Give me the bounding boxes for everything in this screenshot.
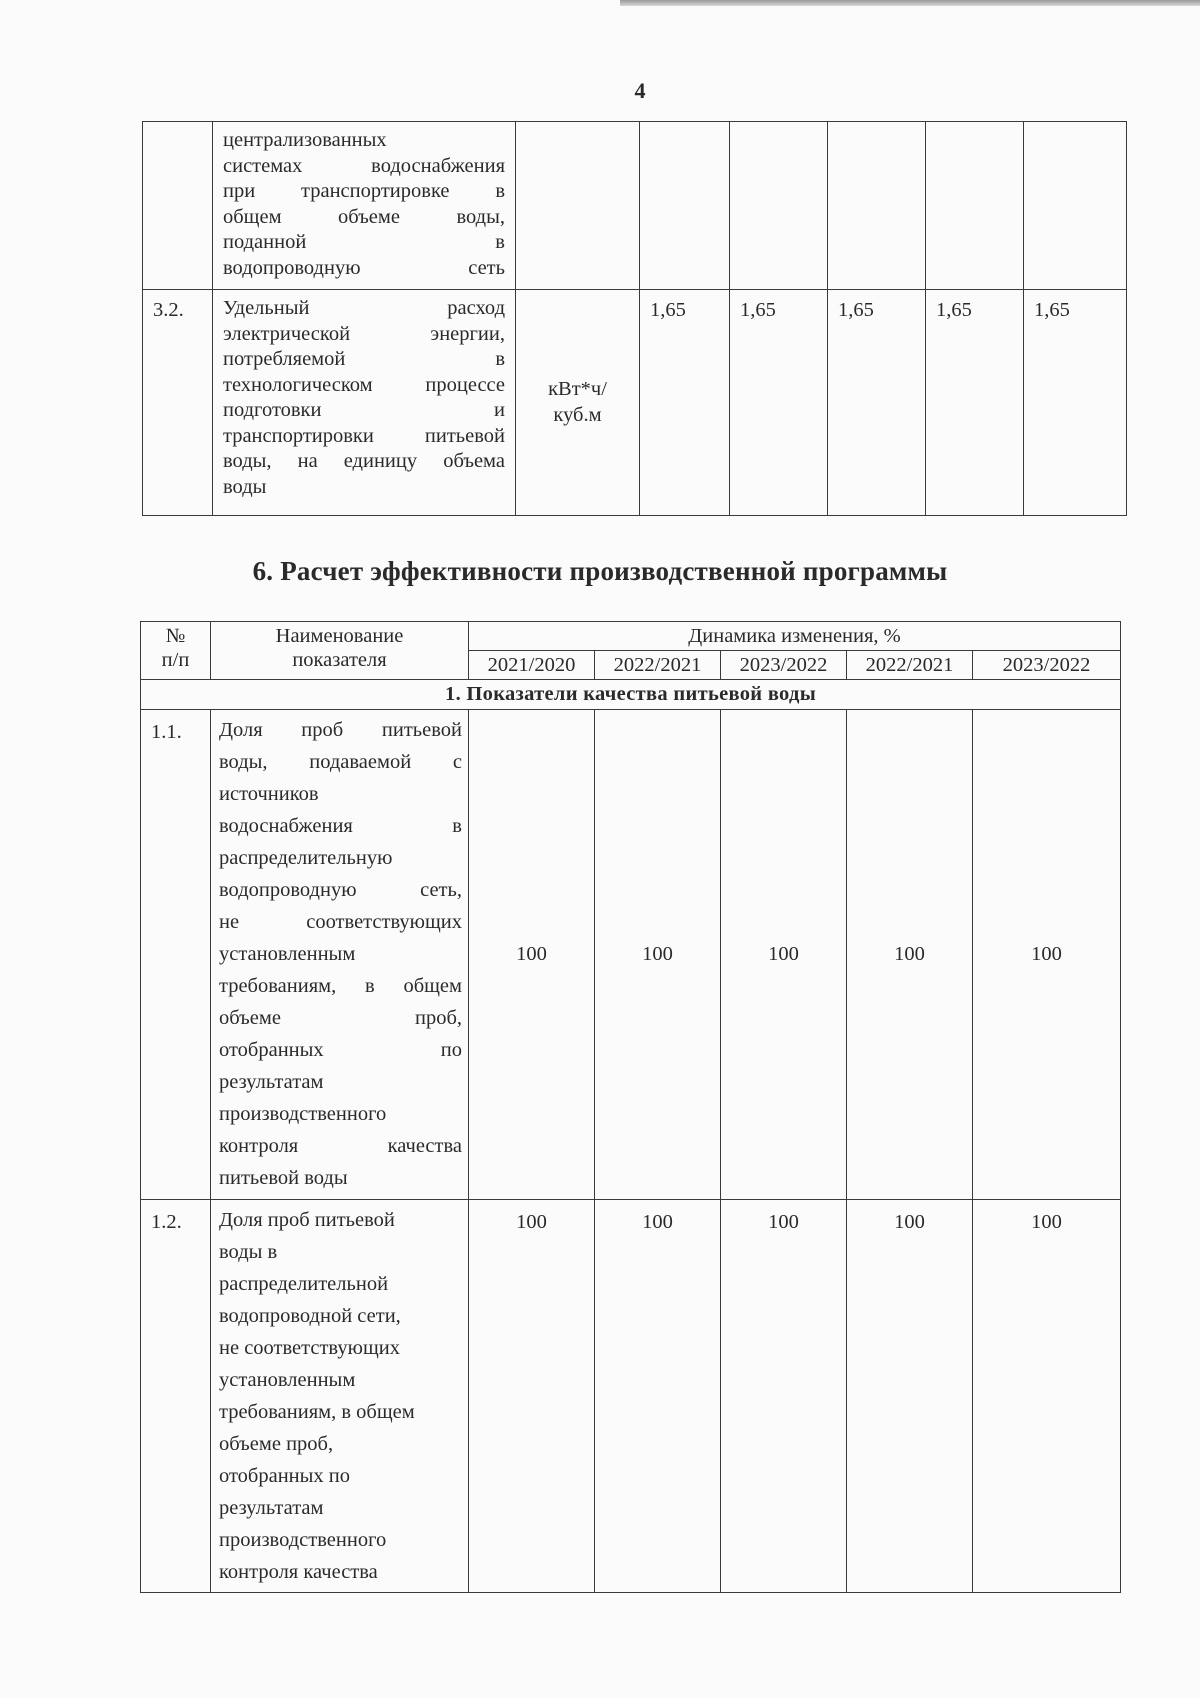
header-period: 2022/2021 bbox=[847, 651, 973, 680]
text-line: объеме проб, bbox=[219, 1433, 334, 1455]
header-line: показателя bbox=[292, 649, 387, 671]
text-line: установленным bbox=[219, 1369, 356, 1391]
text-line: воды bbox=[223, 475, 267, 498]
header-name bbox=[211, 622, 469, 680]
section-heading: 1. Показатели качества питьевой воды bbox=[141, 680, 1121, 710]
value-cell: 100 bbox=[595, 1200, 721, 1593]
table-row bbox=[143, 290, 1127, 516]
header-period: 2023/2022 bbox=[721, 651, 847, 680]
text-line: отобранных по bbox=[219, 1465, 351, 1487]
text-line: воды в bbox=[219, 1241, 278, 1263]
text-line: Доля проб питьевой bbox=[219, 1209, 395, 1231]
text-line: результатам bbox=[219, 1497, 324, 1519]
unit-line: куб.м bbox=[553, 403, 602, 426]
text-line: распределительную bbox=[219, 847, 393, 869]
value-cell: 1,65 bbox=[640, 290, 730, 516]
text-line: не соответствующих bbox=[219, 1337, 400, 1359]
text-line: не соответствующих bbox=[219, 911, 462, 933]
value-cell: 100 bbox=[973, 1200, 1121, 1593]
efficiency-table bbox=[140, 621, 1121, 1593]
text-line: системах водоснабжения bbox=[223, 154, 505, 177]
value-cell: 1,65 bbox=[730, 290, 828, 516]
header-period: 2021/2020 bbox=[469, 651, 595, 680]
value-cell: 100 bbox=[721, 1200, 847, 1593]
text-line: водопроводную сеть, bbox=[219, 879, 462, 901]
table-row bbox=[143, 122, 1127, 290]
text-line: технологическом процессе bbox=[223, 373, 505, 396]
scan-edge bbox=[620, 0, 1200, 6]
header-num bbox=[141, 622, 211, 680]
header-dynamics: Динамика изменения, % bbox=[469, 622, 1121, 651]
text-line: водоснабжения в bbox=[219, 815, 462, 837]
row-number bbox=[143, 122, 213, 290]
table-row bbox=[141, 1200, 1121, 1593]
value-cell: 100 bbox=[721, 710, 847, 1200]
header-line: № bbox=[165, 625, 186, 647]
text-line: потребляемой в bbox=[223, 348, 505, 370]
text-line: контроля качества bbox=[219, 1561, 378, 1583]
indicators-table-continued bbox=[142, 121, 1127, 516]
header-period: 2023/2022 bbox=[973, 651, 1121, 680]
text-line: источников bbox=[219, 783, 319, 805]
header-line: Наименование bbox=[275, 625, 404, 647]
value-cell: 100 bbox=[847, 710, 973, 1200]
row-number: 3.2. bbox=[143, 290, 213, 516]
text-line: установленным bbox=[219, 943, 356, 965]
value-cell: 100 bbox=[595, 710, 721, 1200]
text-line: при транспортировке в bbox=[223, 180, 505, 202]
value-cell: 100 bbox=[973, 710, 1121, 1200]
header-row bbox=[141, 622, 1121, 651]
value-cell bbox=[1024, 122, 1127, 290]
row-number: 1.2. bbox=[141, 1200, 211, 1593]
value-cell bbox=[828, 122, 926, 290]
text-line: Доля проб питьевой bbox=[219, 719, 462, 741]
text-line: распределительной bbox=[219, 1273, 389, 1295]
table-row bbox=[141, 710, 1121, 1200]
text-line: питьевой воды bbox=[219, 1167, 348, 1189]
value-cell bbox=[926, 122, 1024, 290]
value-cell bbox=[730, 122, 828, 290]
text-line: производственного bbox=[219, 1103, 387, 1125]
value-cell: 1,65 bbox=[926, 290, 1024, 516]
value-cell: 1,65 bbox=[828, 290, 926, 516]
text-line: поданной в bbox=[223, 231, 505, 253]
text-line: воды, подаваемой с bbox=[219, 751, 462, 773]
text-line: подготовки и bbox=[223, 399, 505, 421]
indicator-name bbox=[211, 710, 469, 1200]
header-line: п/п bbox=[161, 649, 190, 671]
indicator-name bbox=[211, 1200, 469, 1593]
unit-cell bbox=[516, 122, 640, 290]
row-number: 1.1. bbox=[141, 710, 211, 1200]
value-cell: 1,65 bbox=[1024, 290, 1127, 516]
text-line: централизованных bbox=[223, 129, 387, 151]
text-line: контроля качества bbox=[219, 1135, 462, 1157]
text-line: требованиям, в общем bbox=[219, 975, 462, 997]
value-cell bbox=[640, 122, 730, 290]
text-line: производственного bbox=[219, 1529, 387, 1551]
section-title: 6. Расчет эффективности производственной программы bbox=[252, 556, 948, 586]
text-line: отобранных по bbox=[219, 1039, 462, 1061]
page-number: 4 bbox=[634, 78, 646, 103]
section-row bbox=[141, 680, 1121, 710]
text-line: воды, на единицу объема bbox=[223, 450, 505, 472]
value-cell: 100 bbox=[847, 1200, 973, 1593]
unit-cell bbox=[516, 290, 640, 516]
text-line: результатам bbox=[219, 1071, 324, 1093]
text-line: требованиям, в общем bbox=[219, 1401, 415, 1423]
value-cell: 100 bbox=[469, 1200, 595, 1593]
header-period: 2022/2021 bbox=[595, 651, 721, 680]
text-line: Удельный расход bbox=[223, 297, 505, 319]
value-cell: 100 bbox=[469, 710, 595, 1200]
text-line: водопроводной сети, bbox=[219, 1305, 401, 1327]
indicator-name bbox=[213, 290, 516, 516]
text-line: транспортировки питьевой bbox=[223, 424, 505, 447]
unit-line: кВт*ч/ bbox=[548, 378, 607, 400]
text-line: водопроводную сеть bbox=[223, 256, 505, 279]
text-line: электрической энергии, bbox=[223, 322, 505, 345]
text-line: объеме проб, bbox=[219, 1007, 462, 1029]
text-line: общем объеме воды, bbox=[223, 205, 505, 228]
indicator-name bbox=[213, 122, 516, 290]
